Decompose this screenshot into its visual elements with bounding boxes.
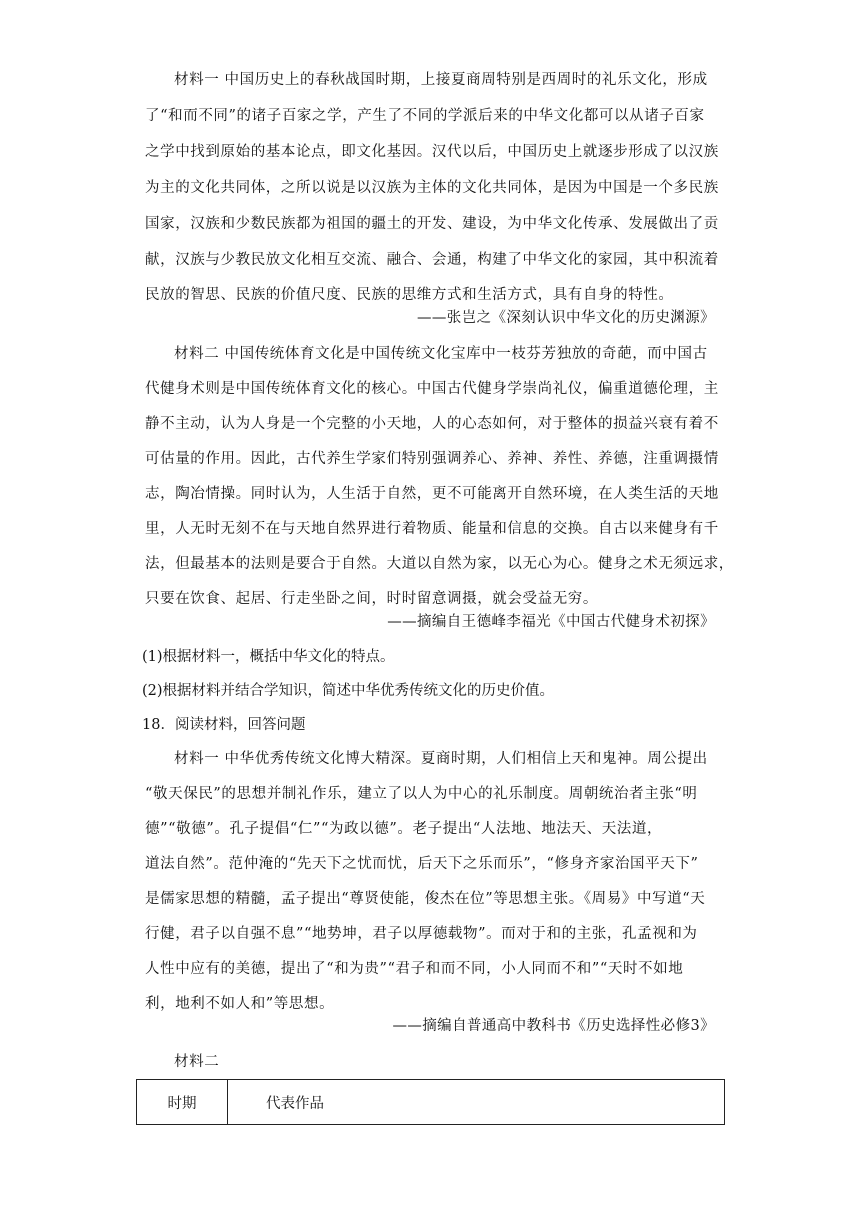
text-line: 行健，君子以自强不息”“地势坤，君子以厚德载物”。而对于和的主张，孔孟视和为: [145, 926, 698, 942]
text-line: 材料二 中国传统体育文化是中国传统文化宝库中一枝芬芳独放的奇葩，而中国古: [174, 346, 708, 362]
text-line: 人性中应有的美德，提出了“和为贵”“君子和而不同，小人同而不和”“天时不如地: [145, 961, 684, 977]
text-line: 为主的文化共同体，之所以说是以汉族为主体的文化共同体，是因为中国是一个多民族: [145, 180, 719, 196]
text-line: 国家，汉族和少数民族都为祖国的疆土的开发、建设，为中华文化传承、发展做出了贡: [145, 216, 719, 232]
text-line: 德”“敬德”。孔子提倡“仁”“为政以德”。老子提出“人法地、地法天、天法道，: [145, 821, 663, 837]
table-header-works: 代表作品: [228, 1080, 725, 1125]
text-line: 利，地利不如人和”等思想。: [145, 996, 335, 1012]
text-line: 是儒家思想的精髓，孟子提出“尊贤使能，俊杰在位”等思想主张。《周易》中写道“天: [145, 891, 706, 907]
text-line: 献，汉族与少教民放文化相互交流、融合、会通，构建了中华文化的家园，其中积流着: [145, 252, 719, 268]
text-line: 志，陶冶情操。同时认为，人生活于自然，更不可能离开自然环境，在人类生活的天地: [145, 486, 719, 502]
text-line: 了“和而不同”的诸子百家之学，产生了不同的学派后来的中华文化都可以从诸子百家: [145, 108, 705, 124]
source-citation: ——摘编自普通高中教科书《历史选择性必修3》: [392, 1018, 715, 1034]
works-table: [136, 1079, 725, 1125]
text-line: 道法自然”。范仲淹的“先天下之忧而忧，后天下之乐而乐”，“修身齐家治国平天下”: [145, 856, 699, 872]
text-line: 之学中找到原始的基本论点，即文化基因。汉代以后，中国历史上就逐步形成了以汉族: [145, 144, 719, 160]
text-line: 里，人无时无刻不在与天地自然界进行着物质、能量和信息的交换。自古以来健身有千: [145, 521, 719, 537]
text-line: 代健身术则是中国传统体育文化的核心。中国古代健身学崇尚礼仪，偏重道德伦理，主: [145, 381, 719, 397]
text-line: 材料一 中国历史上的春秋战国时期，上接夏商周特别是西周时的礼乐文化，形成: [174, 72, 708, 88]
text-line: 材料一 中华优秀传统文化博大精深。夏商时期，人们相信上天和鬼神。周公提出: [174, 751, 708, 767]
source-citation: ——摘编自王德峰李福光《中国古代健身术初探》: [387, 614, 715, 630]
text-line: “敬天保民”的思想并制礼作乐，建立了以人为中心的礼乐制度。周朝统治者主张“明: [145, 786, 698, 802]
text-line: 民放的智思、民族的价值尺度、民族的思维方式和生活方式，具有自身的特性。: [145, 287, 674, 303]
source-citation: ——张岂之《深刻认识中华文化的历史渊源》: [417, 310, 715, 326]
question-2: (2)根据材料并结合学知识，简述中华优秀传统文化的历史价值。: [142, 683, 555, 699]
table-header-row: [137, 1080, 725, 1125]
material2-label: 材料二: [174, 1054, 220, 1070]
text-line: 法，但最基本的法则是要合于自然。大道以自然为家，以无心为心。健身之术无须远求，: [145, 556, 734, 572]
text-line: 可估量的作用。因此，古代养生学家们特别强调养心、养神、养性、养德，注重调摄情: [145, 451, 719, 467]
table-header-period: 时期: [137, 1080, 228, 1125]
text-line: 静不主动，认为人身是一个完整的小天地，人的心态如何，对于整体的损益兴衰有着不: [145, 416, 719, 432]
question-18-heading: 18．阅读材料，回答问题: [142, 717, 306, 733]
question-1: (1)根据材料一，概括中华文化的特点。: [142, 649, 395, 665]
text-line: 只要在饮食、起居、行走坐卧之间，时时留意调摄，就会受益无穷。: [145, 591, 598, 607]
